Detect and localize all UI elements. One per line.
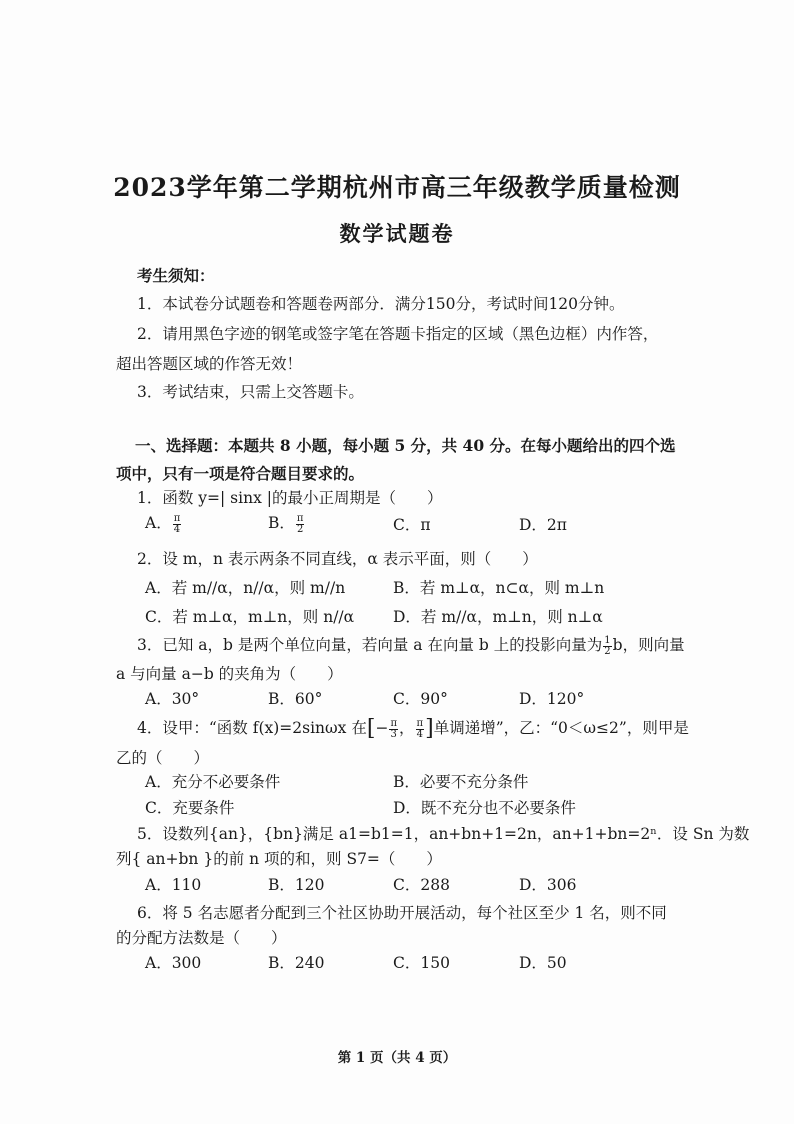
- q4-f2-den: 4: [416, 728, 423, 740]
- notice-item-2: 2．请用黑色字迹的钢笔或签字笔在答题卡指定的区域（黑色边框）内作答，: [137, 325, 659, 343]
- section-heading-line1: 一、选择题：本题共 8 小题，每小题 5 分，共 40 分。在每小题给出的四个选: [135, 436, 676, 455]
- q1-b-den: 2: [296, 523, 304, 535]
- q3-stem: [137, 635, 685, 657]
- q5-stem-cont: 列{ an+bn }的前 n 项的和，则 S7=（ ）: [116, 850, 442, 868]
- q2-option-c: C．若 m⊥α，m⊥n，则 n//α: [145, 608, 355, 626]
- q1-option-a: [145, 513, 182, 535]
- q6-option-c: C．150: [393, 954, 450, 972]
- q3-option-a: A．30°: [145, 690, 200, 708]
- q6-stem: 6．将 5 名志愿者分配到三个社区协助开展活动，每个社区至少 1 名，则不同: [137, 904, 667, 922]
- q3-option-c: C．90°: [393, 690, 448, 708]
- q3-stem-b: b，则向量: [612, 636, 685, 654]
- q4-option-b: B．必要不充分条件: [393, 773, 529, 791]
- q4-option-d: D．既不充分也不必要条件: [393, 799, 576, 817]
- q5-option-d: D．306: [519, 876, 577, 894]
- q2-option-b: B．若 m⊥α，n⊂α，则 m⊥n: [393, 579, 605, 597]
- q1-stem: 1．函数 y=| sinx |的最小正周期是（ ）: [137, 489, 443, 507]
- q3-option-b: B．60°: [268, 690, 323, 708]
- q1-option-c: C．π: [393, 516, 431, 534]
- notice-item-1: 1．本试卷分试题卷和答题卷两部分．满分150分，考试时间120分钟。: [137, 295, 625, 313]
- q1-option-d: D．2π: [519, 516, 567, 534]
- q4-option-a: A．充分不必要条件: [145, 773, 281, 791]
- q2-option-d: D．若 m//α，m⊥n，则 n⊥α: [393, 608, 603, 626]
- q4-stem-b: 单调递增”，乙：“0＜ω≤2”，则甲是: [433, 719, 689, 737]
- q4-fraction-2: [416, 719, 425, 740]
- q4-stem: [137, 718, 689, 740]
- q6-option-a: A．300: [145, 954, 202, 972]
- notice-item-3: 3．考试结束，只需上交答题卡。: [137, 383, 364, 401]
- q4-right-bracket: ]: [425, 716, 434, 741]
- q4-f2-num: π: [416, 717, 424, 729]
- q5-option-a: A．110: [145, 876, 202, 894]
- q2-option-a: A．若 m//α，n//α，则 m//n: [145, 579, 346, 597]
- q6-stem-cont: 的分配方法数是（ ）: [116, 929, 287, 947]
- exam-subtitle: 数学试题卷: [339, 221, 455, 246]
- q1-option-b-fraction: [296, 514, 305, 535]
- q1-option-b-label: B．: [268, 514, 295, 532]
- q1-option-b: [268, 513, 305, 535]
- q4-stem-cont: 乙的（ ）: [116, 749, 210, 767]
- q6-option-d: D．50: [519, 954, 567, 972]
- q5-option-c: C．288: [393, 876, 450, 894]
- q3-option-d: D．120°: [519, 690, 585, 708]
- q1-option-a-label: A．: [145, 514, 172, 532]
- q4-separator: ，: [399, 719, 415, 737]
- q1-a-num: π: [173, 512, 181, 524]
- notice-item-2-cont: 超出答题区域的作答无效！: [116, 355, 303, 373]
- notice-heading: 考生须知：: [137, 266, 215, 285]
- q6-option-b: B．240: [268, 954, 325, 972]
- q4-fraction-1: [389, 719, 398, 740]
- q1-a-den: 4: [173, 523, 181, 535]
- exam-title: 2023学年第二学期杭州市高三年级教学质量检测: [113, 173, 681, 202]
- q3-frac-num: 1: [604, 634, 611, 646]
- q3-frac-den: 2: [604, 645, 611, 657]
- q4-option-c: C．充要条件: [145, 799, 235, 817]
- q3-fraction: [603, 636, 611, 657]
- q2-stem: 2．设 m，n 表示两条不同直线，α 表示平面，则（ ）: [137, 550, 538, 568]
- page-number: 第 1 页（共 4 页）: [337, 1050, 457, 1066]
- q4-minus-sign: −: [375, 719, 389, 737]
- q1-option-a-fraction: [173, 514, 182, 535]
- q4-left-bracket: [: [366, 716, 376, 741]
- q3-stem-a: 3．已知 a，b 是两个单位向量，若向量 a 在向量 b 上的投影向量为: [137, 636, 603, 654]
- q4-stem-a: 4．设甲：“函数 f(x)=2sinωx 在: [137, 719, 367, 737]
- q5-option-b: B．120: [268, 876, 325, 894]
- q3-stem-cont: a 与向量 a−b 的夹角为（ ）: [116, 665, 343, 683]
- q4-f1-den: 3: [390, 728, 397, 740]
- section-heading-line2: 项中，只有一项是符合题目要求的。: [116, 464, 365, 483]
- q4-f1-num: π: [390, 717, 398, 729]
- q1-b-num: π: [296, 512, 304, 524]
- q5-stem: 5．设数列{an}，{bn}满足 a1=b1=1，an+bn+1=2n，an+1+bn=2ⁿ．设 Sn 为数: [137, 825, 750, 843]
